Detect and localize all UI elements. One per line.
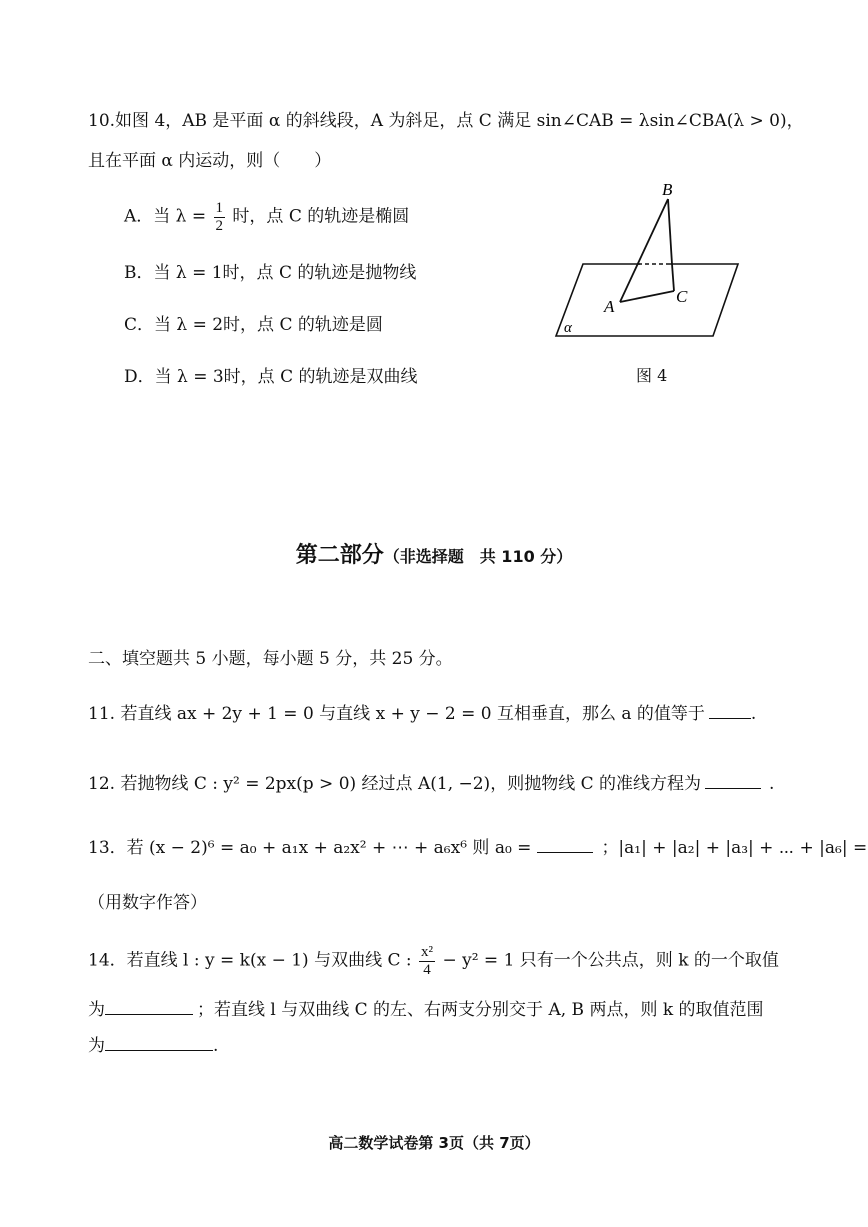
q10-option-c (124, 314, 383, 336)
q10-stem-line2 (88, 150, 331, 172)
label-alpha: α (564, 320, 572, 336)
q10-option-b (124, 262, 416, 284)
q10-option-a-prefix: A．当 λ = (124, 206, 207, 227)
q14-answer-blank-2[interactable] (105, 1034, 213, 1051)
q14-line3-prefix: 为 (88, 1036, 105, 1056)
q13-mid: ；|a₁| + |a₂| + |a₃| + ⋯ + |a₆| = (601, 838, 868, 858)
segment-bc-lower (672, 264, 674, 291)
q10-option-d-text: D．当 λ = 3时，点 C 的轨迹是双曲线 (124, 367, 418, 387)
part2-heading (0, 538, 868, 569)
q13-text: 13．若 (x − 2)⁶ = a₀ + a₁x + a₂x² + ⋯ + a₆x⁶ 则 a₀ = (88, 838, 532, 858)
q12-answer-blank[interactable] (705, 772, 761, 789)
fraction-numerator: x² (421, 944, 434, 960)
q14-line2-prefix: 为 (88, 1000, 105, 1020)
q10-stem-text-1: 10.如图 4，AB 是平面 α 的斜线段，A 为斜足，点 C 满足 sin∠CAB = λsin∠CBA(λ > 0)， (88, 111, 804, 131)
q14-suffix: − y² = 1 只有一个公共点，则 k 的一个取值 (442, 950, 779, 971)
q11-end: . (750, 704, 757, 724)
q11-text: 11. 若直线 ax + 2y + 1 = 0 与直线 x + y − 2 = 0 互相垂直，那么 a 的值等于 (88, 704, 705, 724)
q14-line2 (88, 998, 764, 1021)
q14-line3 (88, 1034, 218, 1057)
q14-line2-suffix: ；若直线 l 与双曲线 C 的左、右两支分别交于 A, B 两点，则 k 的取值范围 (197, 1000, 764, 1020)
segment-ab (620, 199, 668, 302)
q10-option-a-fraction (214, 200, 226, 234)
q10-option-a (124, 200, 409, 234)
q12-text: 12. 若抛物线 C : y² = 2px(p > 0) 经过点 A(1, −2)，则抛物线 C 的准线方程为 (88, 774, 702, 794)
q14-answer-blank-1[interactable] (105, 998, 193, 1015)
q10-option-a-suffix: 时，点 C 的轨迹是椭圆 (232, 206, 410, 227)
part2-title: 第二部分 (295, 543, 384, 568)
label-c: C (676, 287, 688, 306)
figure-4-caption: 图 4 (636, 366, 668, 385)
segment-bc-upper (668, 199, 672, 264)
fraction-denominator: 2 (215, 217, 224, 234)
q12-end: . (769, 774, 775, 794)
q10-stem-text-2: 且在平面 α 内运动，则（ ） (88, 151, 332, 171)
q14-line3-end: . (213, 1036, 219, 1056)
q14-line1 (88, 944, 779, 978)
plane-alpha (556, 264, 738, 336)
segment-ac (620, 291, 674, 302)
figure-4-diagram (548, 175, 748, 345)
page-footer: 高二数学试卷第 3页（共 7页） (328, 1134, 540, 1152)
q11-answer-blank[interactable] (709, 702, 751, 719)
part2-subtitle: （非选择题 共 110 分） (383, 547, 573, 566)
q14-fraction (419, 944, 435, 978)
label-b: B (662, 180, 673, 199)
q11 (88, 702, 756, 725)
section2-intro: 二、填空题共 5 小题，每小题 5 分，共 25 分。 (88, 649, 453, 669)
fraction-numerator: 1 (215, 200, 224, 216)
label-a: A (604, 297, 615, 316)
q10-stem-line1 (88, 110, 804, 132)
q14-prefix: 14．若直线 l : y = k(x − 1) 与双曲线 C : (88, 950, 412, 971)
fraction-denominator: 4 (423, 961, 431, 978)
q10-option-b-text: B．当 λ = 1时，点 C 的轨迹是抛物线 (124, 263, 417, 283)
q13-answer-blank-a0[interactable] (537, 836, 593, 853)
q10-option-c-text: C．当 λ = 2时，点 C 的轨迹是圆 (124, 315, 383, 335)
q10-option-d (124, 366, 418, 388)
q13 (88, 836, 868, 859)
q12 (88, 772, 774, 795)
q13-note: （用数字作答） (88, 893, 207, 913)
